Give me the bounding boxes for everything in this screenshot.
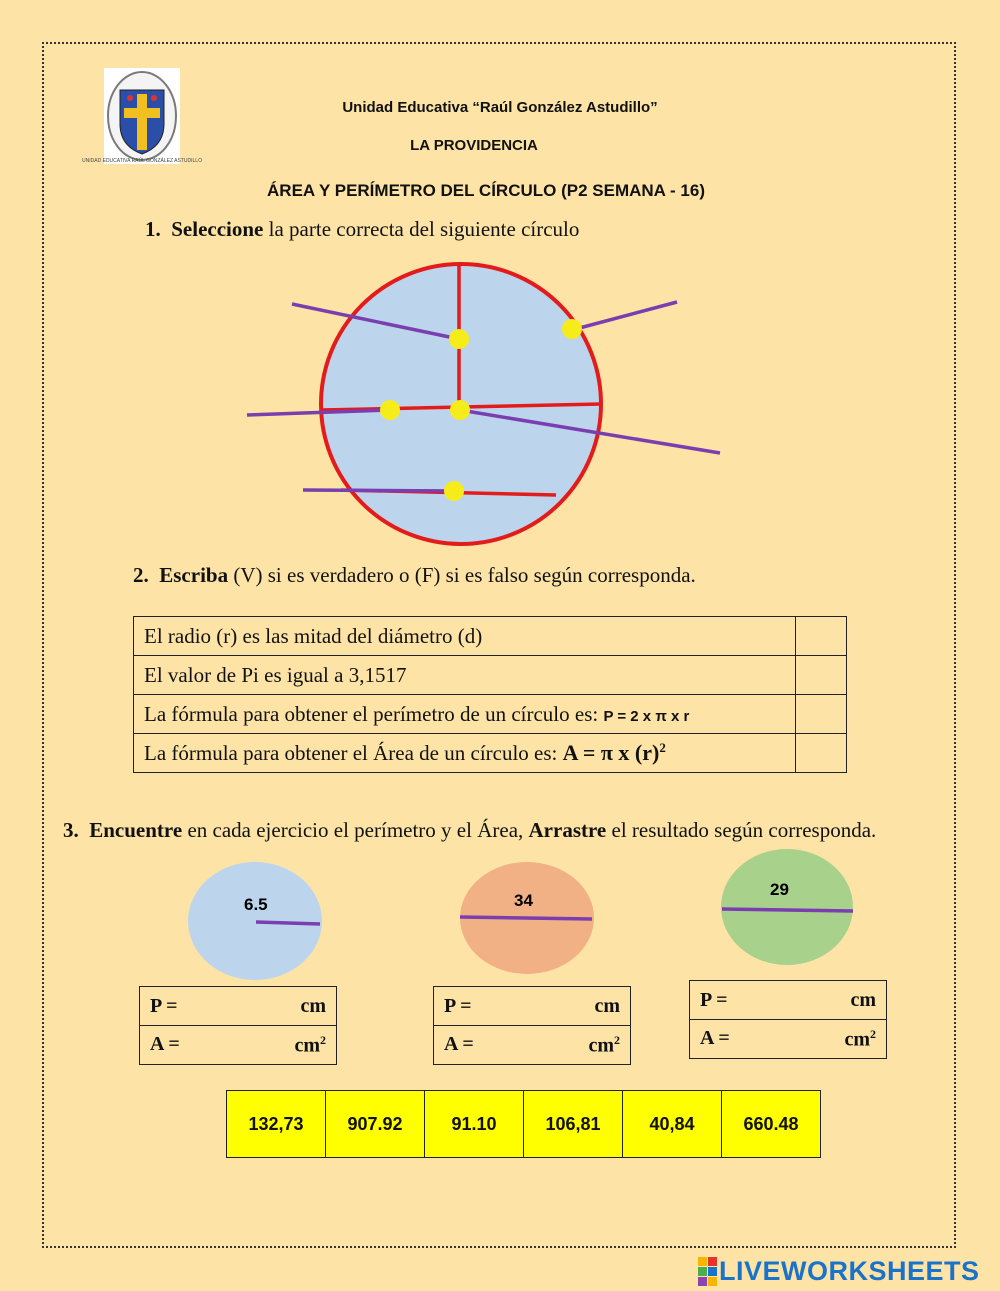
tf-answer-input[interactable] bbox=[796, 695, 847, 734]
tf-statement bbox=[134, 695, 796, 734]
area-unit: $cm^2$ bbox=[294, 1032, 326, 1057]
tf-row-2 bbox=[134, 656, 847, 695]
pointer-circumference bbox=[572, 302, 677, 330]
tf-statement-text: La fórmula para obtener el perímetro de un círculo es: bbox=[144, 701, 604, 726]
q3-text-2: el resultado según corresponda. bbox=[606, 818, 877, 842]
answer-tile[interactable]: 660.48 bbox=[722, 1091, 821, 1158]
perimeter-label: P = bbox=[444, 994, 472, 1017]
liveworksheets-logo bbox=[698, 1256, 980, 1286]
school-name: Unidad Educativa “Raúl González Astudillo” bbox=[342, 99, 658, 116]
area-drop-zone[interactable] bbox=[434, 1026, 631, 1065]
school-location: LA PROVIDENCIA bbox=[410, 137, 538, 154]
result-table-3 bbox=[689, 980, 887, 1059]
tf-statement-text: La fórmula para obtener el Área de un círculo es: bbox=[144, 741, 563, 765]
tf-answer-input[interactable] bbox=[796, 656, 847, 695]
area-drop-zone[interactable] bbox=[690, 1020, 887, 1059]
tf-statement bbox=[134, 617, 796, 656]
radius-line bbox=[256, 922, 320, 924]
tf-row-4 bbox=[134, 734, 847, 773]
true-false-table bbox=[133, 616, 847, 773]
perimeter-unit: cm bbox=[594, 994, 620, 1017]
circle-label: 34 bbox=[514, 891, 533, 910]
perimeter-formula: P = 2 x π x r bbox=[603, 707, 690, 725]
q1-verb: Seleccione bbox=[171, 217, 264, 241]
tf-answer-input[interactable] bbox=[796, 617, 847, 656]
perimeter-label: P = bbox=[150, 994, 178, 1017]
tf-statement bbox=[134, 656, 796, 695]
q1-number: 1. bbox=[145, 217, 161, 241]
select-point-circumference[interactable] bbox=[562, 319, 582, 339]
area-drop-zone[interactable] bbox=[140, 1026, 337, 1065]
q3-verb-1: Encuentre bbox=[89, 818, 183, 842]
page-title: ÁREA Y PERÍMETRO DEL CÍRCULO (P2 SEMANA - 16) bbox=[267, 181, 705, 200]
brand-name: LIVEWORKSHEETS bbox=[719, 1255, 980, 1286]
q2-text: (V) si es verdadero o (F) si es falso según corresponda. bbox=[228, 563, 696, 587]
answer-tile[interactable]: 132,73 bbox=[227, 1091, 326, 1158]
diameter-line bbox=[722, 909, 853, 911]
tf-statement-text: El radio (r) es las mitad del diámetro (d) bbox=[144, 623, 483, 648]
answer-tile[interactable]: 91.10 bbox=[425, 1091, 524, 1158]
area-label: A = bbox=[700, 1026, 730, 1049]
select-point-diameter[interactable] bbox=[380, 400, 400, 420]
select-point-chord[interactable] bbox=[444, 481, 464, 501]
logo-motto: UNIDAD EDUCATIVA RAÚL GONZÁLEZ ASTUDILLO bbox=[82, 158, 202, 164]
q3-verb-2: Arrastre bbox=[528, 818, 607, 842]
perimeter-drop-zone[interactable] bbox=[434, 987, 631, 1026]
q3-number: 3. bbox=[63, 818, 79, 842]
circle-diameter-29 bbox=[721, 849, 853, 965]
q2-number: 2. bbox=[133, 563, 149, 587]
exercise-circles bbox=[0, 840, 1000, 990]
circle-parts-diagram bbox=[0, 0, 1000, 560]
answer-tile[interactable]: 40,84 bbox=[623, 1091, 722, 1158]
tf-row-3 bbox=[134, 695, 847, 734]
perimeter-drop-zone[interactable] bbox=[140, 987, 337, 1026]
tf-row-1 bbox=[134, 617, 847, 656]
result-table-2 bbox=[433, 986, 631, 1065]
result-table-1 bbox=[139, 986, 337, 1065]
q2-verb: Escriba bbox=[159, 563, 229, 587]
perimeter-unit: cm bbox=[300, 994, 326, 1017]
q3-text-1: en cada ejercicio el perímetro y el Área, bbox=[182, 818, 529, 842]
diameter-line bbox=[460, 917, 592, 919]
perimeter-unit: cm bbox=[850, 988, 876, 1011]
area-unit: $cm^2$ bbox=[844, 1026, 876, 1051]
q1-text: la parte correcta del siguiente círculo bbox=[263, 217, 580, 241]
circle-label: 29 bbox=[770, 880, 789, 899]
answer-tile[interactable]: 907.92 bbox=[326, 1091, 425, 1158]
tf-statement bbox=[134, 734, 796, 773]
tf-answer-input[interactable] bbox=[796, 734, 847, 773]
question-2 bbox=[133, 563, 696, 588]
area-label: A = bbox=[150, 1032, 180, 1055]
area-label: A = bbox=[444, 1032, 474, 1055]
answer-bank bbox=[226, 1090, 821, 1158]
perimeter-label: P = bbox=[700, 988, 728, 1011]
area-formula-exponent: 2 bbox=[659, 740, 666, 755]
area-formula: A = π x (r) bbox=[562, 740, 660, 765]
answer-tile[interactable]: 106,81 bbox=[524, 1091, 623, 1158]
select-point-center[interactable] bbox=[450, 400, 470, 420]
perimeter-drop-zone[interactable] bbox=[690, 981, 887, 1020]
circle-radius-6-5 bbox=[188, 862, 322, 980]
pointer-chord bbox=[303, 490, 454, 491]
area-unit: $cm^2$ bbox=[588, 1032, 620, 1057]
liveworksheets-blocks-icon bbox=[698, 1257, 717, 1286]
circle-label: 6.5 bbox=[244, 895, 268, 914]
select-point-radius[interactable] bbox=[449, 329, 469, 349]
tf-statement-text: El valor de Pi es igual a 3,1517 bbox=[144, 662, 407, 687]
